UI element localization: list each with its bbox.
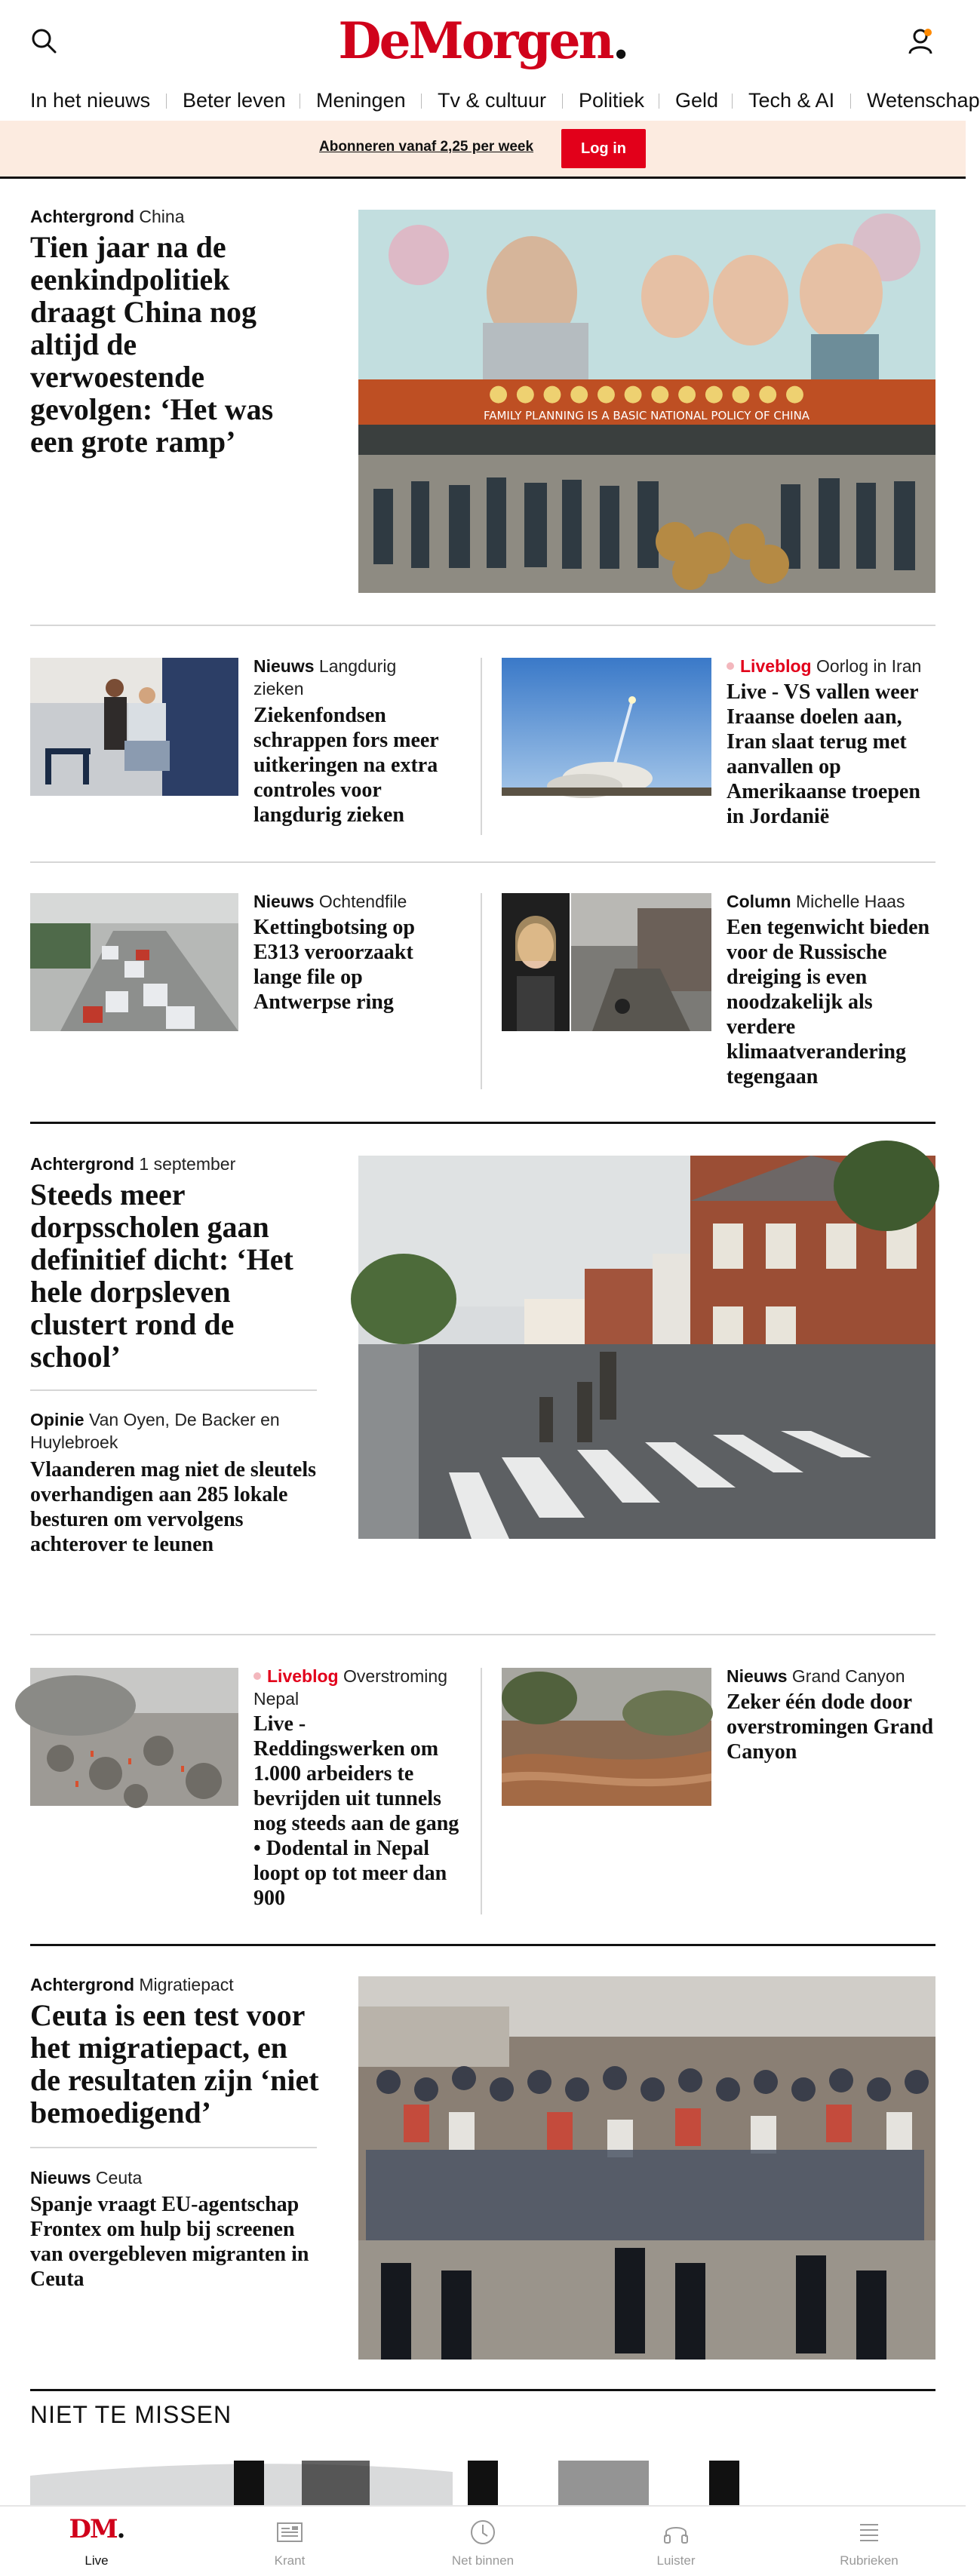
column-divider xyxy=(481,1668,482,1914)
article-image-column[interactable] xyxy=(502,893,711,1031)
clock-icon xyxy=(468,2517,498,2547)
article-image-dorpsscholen[interactable] xyxy=(358,1156,935,1539)
live-indicator-icon xyxy=(727,662,734,670)
article-headline-kettingbotsing[interactable]: Kettingbotsing op E313 veroorzaakt lange file op Antwerpse ring xyxy=(253,916,415,1014)
article-divider xyxy=(30,2147,317,2148)
article-kicker: Achtergrond China xyxy=(30,207,185,226)
section-divider xyxy=(30,1122,935,1124)
article-headline-opinie[interactable]: Vlaanderen mag niet de sleutels overhandigen aan 285 lokale besturen om vervolgens achterover te leunen xyxy=(30,1458,317,1556)
nav-item-meningen[interactable]: Meningen xyxy=(316,89,406,112)
column-divider xyxy=(481,658,482,835)
nav-item-politiek[interactable]: Politiek xyxy=(579,89,645,112)
tab-label: Rubrieken xyxy=(840,2553,899,2568)
header-divider xyxy=(0,177,966,179)
tab-net-binnen[interactable] xyxy=(386,2507,579,2576)
article-headline-iran[interactable]: Live - VS vallen weer Iraanse doelen aan, Iran slaat terug met aanvallen op Amerikaanse troepen in Jordanië xyxy=(727,680,920,828)
subscribe-banner xyxy=(0,121,966,177)
subscribe-link[interactable]: Abonneren vanaf 2,25 per week xyxy=(319,139,534,155)
section-divider xyxy=(30,2389,935,2391)
carousel-preview[interactable] xyxy=(30,2461,935,2505)
nav-item-geld[interactable]: Geld xyxy=(675,89,719,112)
nav-separator xyxy=(421,94,422,109)
article-image-kettingbotsing[interactable] xyxy=(30,893,238,1031)
live-indicator-icon xyxy=(253,1672,261,1680)
dm-logo-icon: DM. xyxy=(69,2514,124,2544)
svg-text:● ● ● ● ● ● ● ● ● ● ● ●: ● ● ● ● ● ● ● ● ● ● ● ● xyxy=(488,380,805,407)
article-kicker: Nieuws Langdurig zieken xyxy=(253,656,397,698)
article-headline-china[interactable]: Tien jaar na de eenkindpolitiek draagt China nog altijd de verwoestende gevolgen: ‘Het was een grote ramp’ xyxy=(30,230,274,459)
tab-luister[interactable] xyxy=(579,2507,773,2576)
article-image-ceuta[interactable] xyxy=(358,1976,935,2360)
row-divider xyxy=(30,1634,935,1635)
article-headline-column[interactable]: Een tegenwicht bieden voor de Russische dreiging is even noodzakelijk als verdere klimaatverandering tegengaan xyxy=(727,916,930,1088)
article-headline-nepal[interactable]: Live - Reddingswerken om 1.000 arbeiders te bevrijden uit tunnels nog steeds aan de gang • Dodental in Nepal loopt op tot meer dan 900 xyxy=(253,1712,459,1910)
bottom-tab-bar xyxy=(0,2505,966,2574)
nav-item-beter-leven[interactable]: Beter leven xyxy=(183,89,286,112)
article-kicker: Achtergrond Migratiepact xyxy=(30,1975,234,1994)
article-headline-ceuta[interactable]: Ceuta is een test voor het migratiepact, en de resultaten zijn ‘niet bemoedigend’ xyxy=(30,1998,319,2129)
row-divider xyxy=(30,625,935,626)
article-kicker: Liveblog Oorlog in Iran xyxy=(727,655,935,677)
article-headline-dorpsscholen[interactable]: Steeds meer dorpsscholen gaan definitief dicht: ‘Het hele dorpsleven clustert rond de school’ xyxy=(30,1177,293,1374)
section-title-niet-te-missen: NIET TE MISSEN xyxy=(30,2401,232,2428)
site-header xyxy=(0,0,966,81)
nav-item-in-het-nieuws[interactable]: In het nieuws xyxy=(30,89,151,112)
newspaper-icon xyxy=(275,2517,305,2547)
tab-label: Krant xyxy=(274,2553,306,2568)
notification-badge xyxy=(924,29,932,36)
row-divider xyxy=(30,861,935,863)
headphones-icon xyxy=(661,2517,691,2547)
tab-rubrieken[interactable] xyxy=(773,2507,966,2576)
nav-separator xyxy=(850,94,851,109)
article-kicker: Column Michelle Haas xyxy=(727,892,905,911)
article-image-grand-canyon[interactable] xyxy=(502,1668,711,1806)
article-headline-ziekenfondsen[interactable]: Ziekenfondsen schrappen fors meer uitkeringen na extra controles voor langdurig zieken xyxy=(253,704,439,827)
nav-separator xyxy=(732,94,733,109)
article-image-nepal[interactable] xyxy=(30,1668,238,1806)
main-nav xyxy=(0,81,980,121)
article-kicker: Opinie Van Oyen, De Backer en Huylebroek xyxy=(30,1410,280,1452)
article-kicker: Nieuws Grand Canyon xyxy=(727,1666,905,1686)
tab-label: Live xyxy=(84,2553,109,2568)
article-kicker: Achtergrond 1 september xyxy=(30,1154,236,1174)
article-image-china[interactable] xyxy=(358,210,935,593)
section-divider xyxy=(30,1944,935,1946)
article-kicker: Nieuws Ochtendfile xyxy=(253,892,407,911)
nav-item-tv-cultuur[interactable]: Tv & cultuur xyxy=(438,89,547,112)
article-headline-frontex[interactable]: Spanje vraagt EU-agentschap Frontex om hulp bij screenen van overgebleven migranten in Ceuta xyxy=(30,2193,309,2291)
article-divider xyxy=(30,1389,317,1391)
tab-label: Luister xyxy=(656,2553,696,2568)
nav-item-tech-ai[interactable]: Tech & AI xyxy=(748,89,835,112)
nav-item-wetenschap[interactable]: Wetenschap xyxy=(867,89,980,112)
article-image-ziekenfondsen[interactable] xyxy=(30,658,238,796)
tab-krant[interactable] xyxy=(193,2507,386,2576)
login-button[interactable]: Log in xyxy=(561,129,646,168)
billboard-caption: FAMILY PLANNING IS A BASIC NATIONAL POLICY OF CHINA xyxy=(483,409,810,422)
tab-live[interactable] xyxy=(0,2507,193,2576)
list-icon xyxy=(854,2517,884,2547)
site-logo[interactable]: DeMorgen. xyxy=(338,11,628,70)
nav-separator xyxy=(562,94,563,109)
article-kicker: Liveblog Overstroming Nepal xyxy=(253,1666,447,1709)
article-kicker: Nieuws Ceuta xyxy=(30,2168,143,2188)
article-headline-grand-canyon[interactable]: Zeker één dode door overstromingen Grand Canyon xyxy=(727,1690,934,1764)
column-divider xyxy=(481,893,482,1089)
tab-label: Net binnen xyxy=(451,2553,515,2568)
article-image-iran[interactable] xyxy=(502,658,711,796)
nav-separator xyxy=(166,94,167,109)
